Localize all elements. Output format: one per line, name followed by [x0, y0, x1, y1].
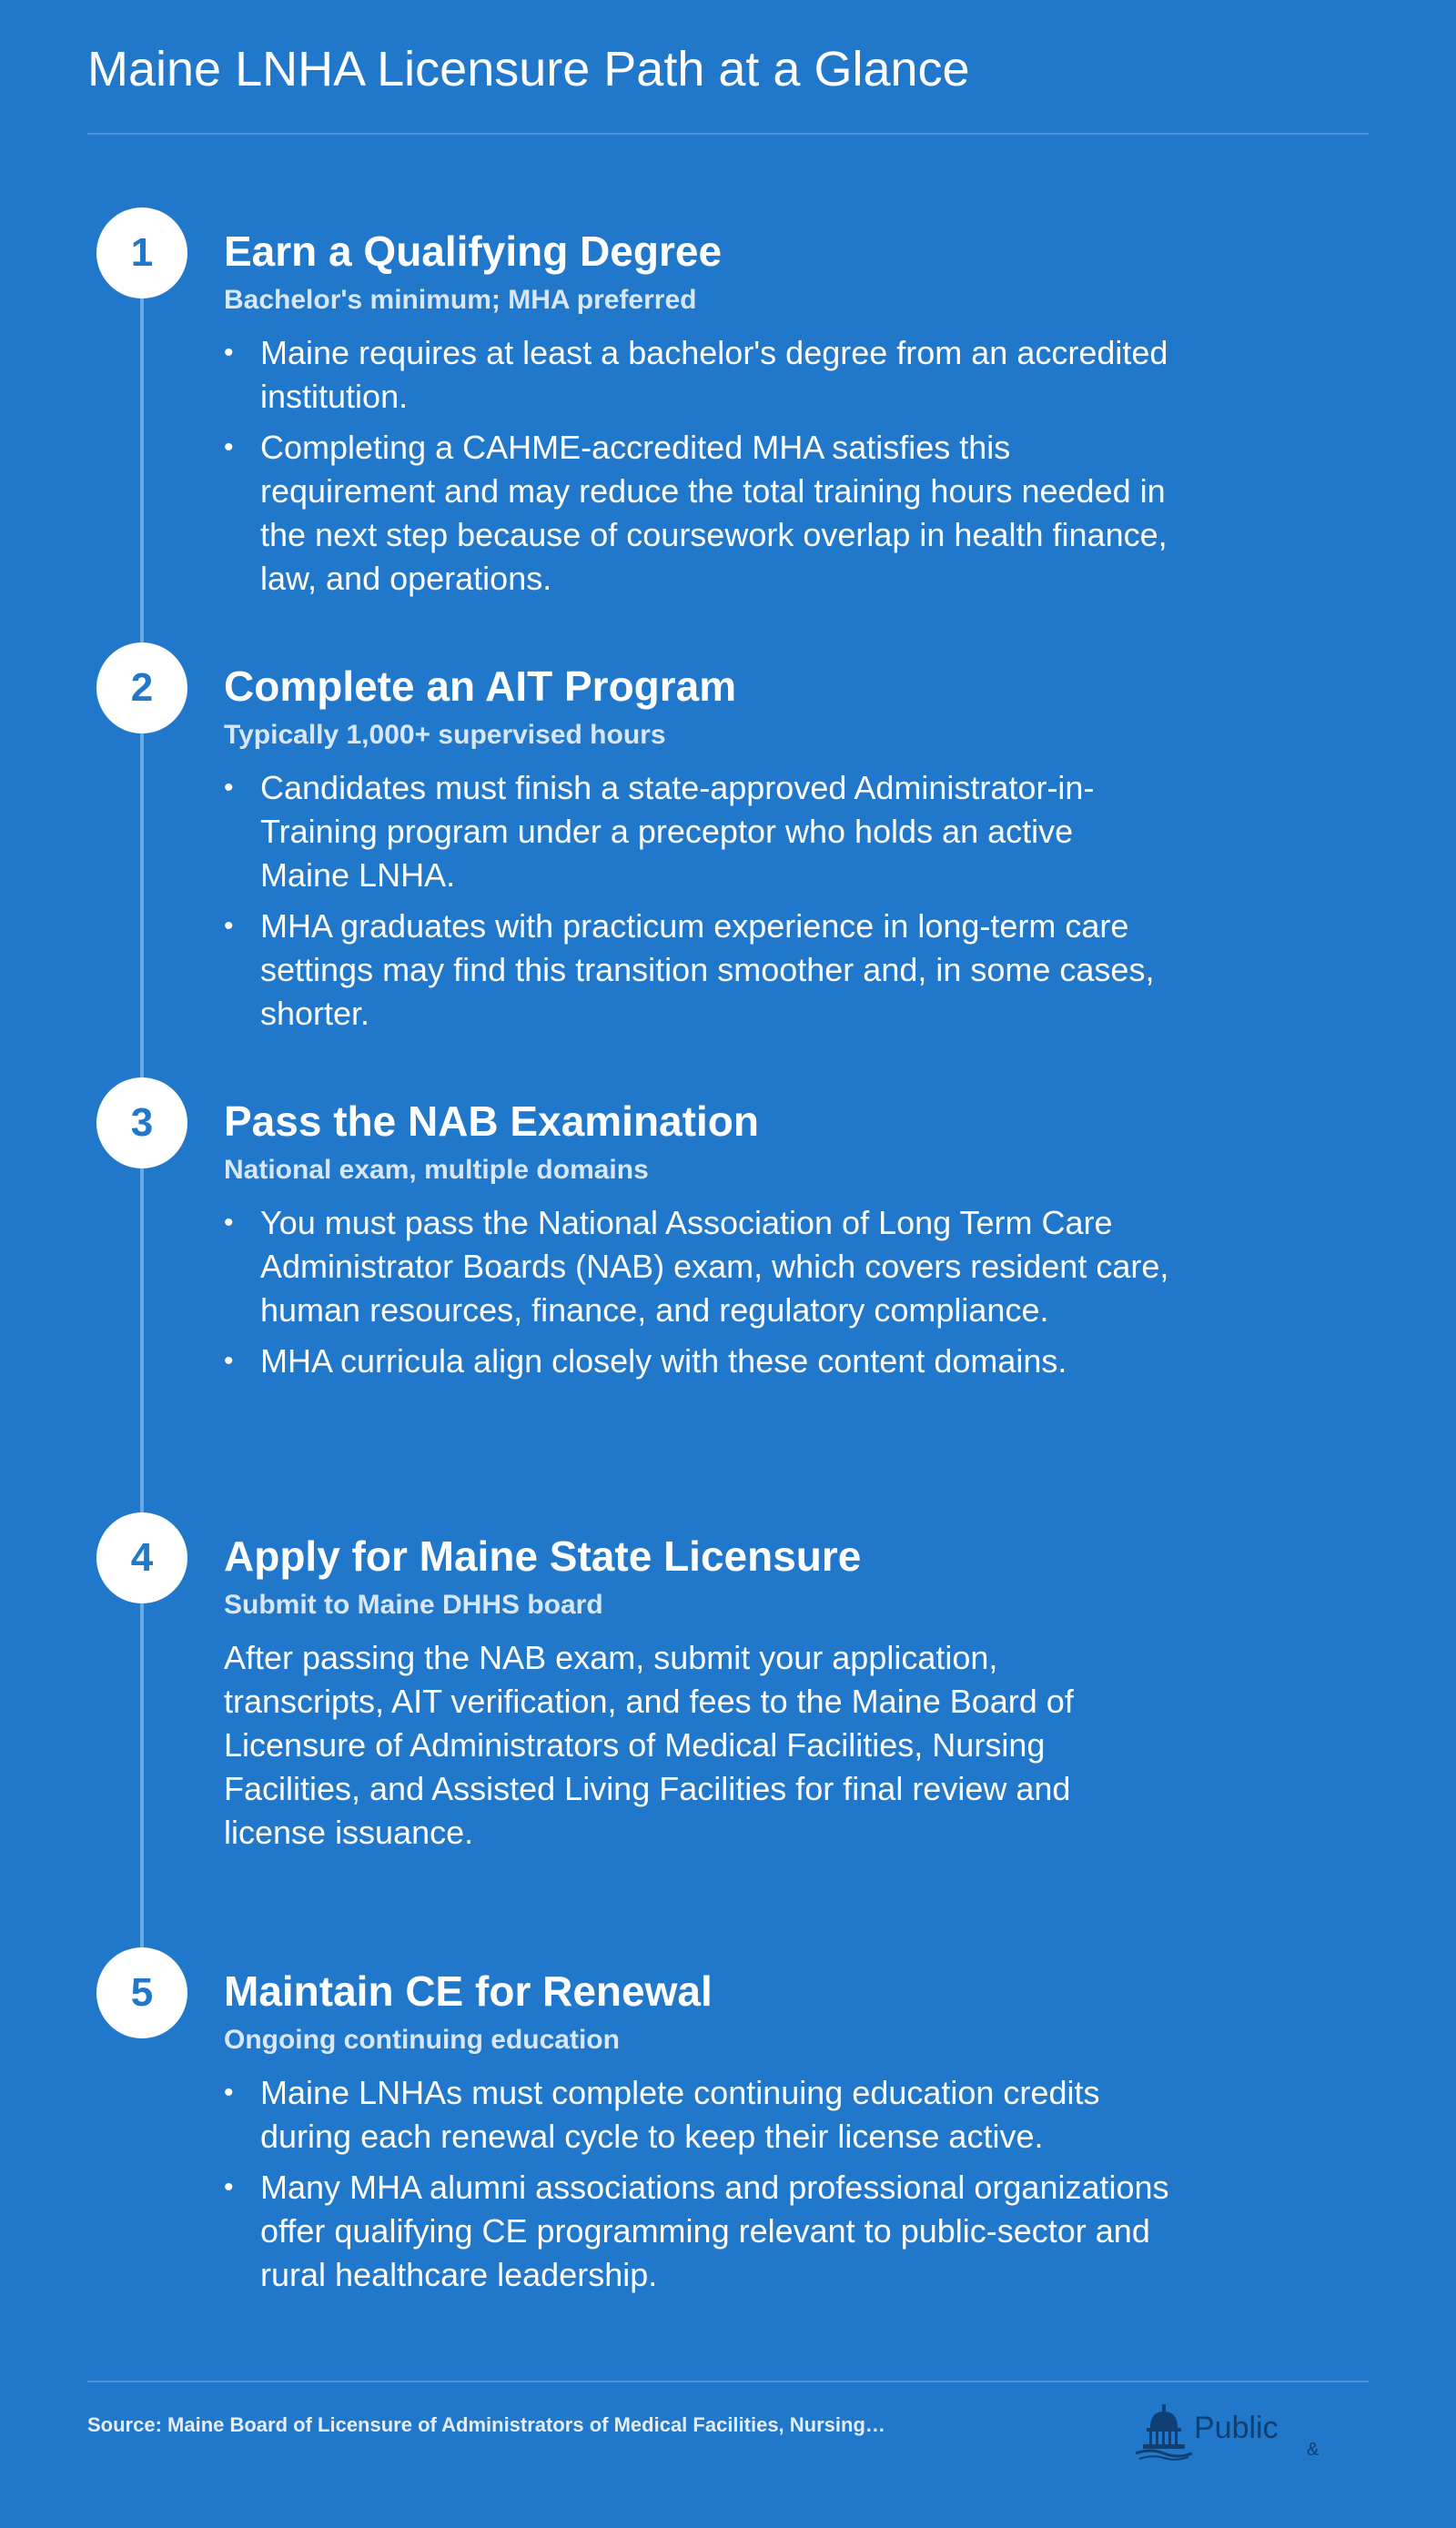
step-bullet: • Candidates must finish a state-approved Administrator-in-Training program under a preceptor who holds an active Maine LNHA.	[224, 766, 1170, 897]
step-number-badge: 3	[96, 1077, 187, 1168]
step-bullet-list	[224, 766, 1170, 1043]
step-subtitle: Typically 1,000+ supervised hours	[224, 720, 666, 750]
step-title: Apply for Maine State Licensure	[224, 1532, 862, 1580]
step-subtitle: National exam, multiple domains	[224, 1155, 649, 1185]
capitol-dome-icon	[1132, 2402, 1196, 2461]
source-note: Source: Maine Board of Licensure of Administrators of Medical Facilities, Nursing…	[87, 2413, 885, 2436]
logo-wordmark: Public	[1194, 2411, 1279, 2445]
step-description: After passing the NAB exam, submit your application, transcripts, AIT verification, and fees to the Maine Board of Licensure of Administrators of Medical Facilities, Nursing Facilities, and Assisted Living Facilities for final review and license issuance.	[224, 1639, 1074, 1851]
step-title: Earn a Qualifying Degree	[224, 228, 723, 275]
footer-divider	[87, 2381, 1369, 2382]
step-bullet: • Maine requires at least a bachelor's degree from an accredited institution.	[224, 331, 1170, 419]
publisher-logo[interactable]	[1132, 2402, 1405, 2466]
step-subtitle: Bachelor's minimum; MHA preferred	[224, 285, 697, 315]
step-title: Maintain CE for Renewal	[224, 1967, 713, 2015]
logo-ampersand: &	[1307, 2440, 1320, 2460]
step-title: Pass the NAB Examination	[224, 1097, 759, 1145]
step-bullet: • MHA graduates with practicum experience in long-term care settings may find this transition smoother and, in some cases, shorter.	[224, 905, 1170, 1036]
step-number-badge: 4	[96, 1512, 187, 1603]
step-number-badge: 2	[96, 642, 187, 733]
step-bullet: • Completing a CAHME-accredited MHA satisfies this requirement and may reduce the total training hours needed in the next step because of coursework overlap in health finance, law, and operations.	[224, 426, 1170, 601]
header-divider	[87, 133, 1369, 135]
step-number-badge: 5	[96, 1947, 187, 2038]
step-title: Complete an AIT Program	[224, 662, 737, 710]
step-bullet: • MHA curricula align closely with these content domains.	[224, 1340, 1170, 1383]
step-bullet-list	[224, 2071, 1170, 2304]
step-subtitle: Ongoing continuing education	[224, 2025, 620, 2055]
page-title: Maine LNHA Licensure Path at a Glance	[87, 42, 970, 96]
step-bullet-list	[224, 1201, 1170, 1390]
step-number-badge: 1	[96, 207, 187, 298]
step-bullet-list	[224, 331, 1170, 608]
step-bullet: • Maine LNHAs must complete continuing education credits during each renewal cycle to keep their license active.	[224, 2071, 1170, 2159]
step-subtitle: Submit to Maine DHHS board	[224, 1590, 603, 1620]
step-bullet: • Many MHA alumni associations and professional organizations offer qualifying CE programming relevant to public-sector and rural healthcare leadership.	[224, 2166, 1170, 2297]
step-bullet: • You must pass the National Association of Long Term Care Administrator Boards (NAB) exam, which covers resident care, human resources, finance, and regulatory compliance.	[224, 1201, 1170, 1332]
